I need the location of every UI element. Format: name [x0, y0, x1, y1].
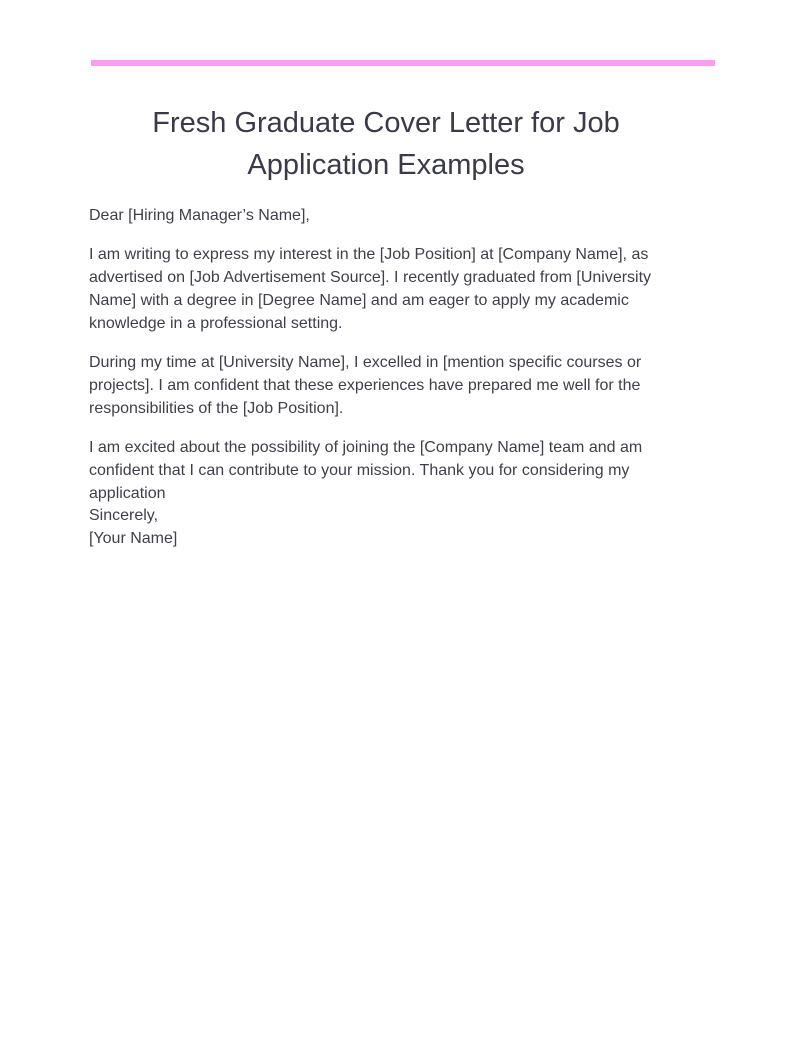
paragraph-closing-remarks: I am excited about the possibility of joining the [Company Name] team and am confident that I can contribute to your mission. Thank you for considering my application — [89, 439, 643, 502]
paragraph-experience: During my time at [University Name], I excelled in [mention specific courses or projects]. I am confident that these experiences have prepared me well for the responsibilities of the [Job Position]. — [89, 354, 642, 417]
letter-body — [89, 204, 669, 550]
closing-phrase: Sincerely, — [89, 507, 159, 524]
sign-off — [89, 504, 669, 550]
salutation: Dear [Hiring Manager’s Name], — [89, 207, 310, 224]
paragraph-introduction: I am writing to express my interest in the [Job Position] at [Company Name], as advertised on [Job Advertisement Source]. I recently graduated from [University Name] with a degree in [Degree Name] and am eager to apply my academic knowledge in a professional setting. — [89, 246, 652, 332]
page-title: Fresh Graduate Cover Letter for Job Application Examples — [152, 107, 620, 181]
accent-bar — [91, 60, 715, 66]
signature-name: [Your Name] — [89, 530, 178, 547]
